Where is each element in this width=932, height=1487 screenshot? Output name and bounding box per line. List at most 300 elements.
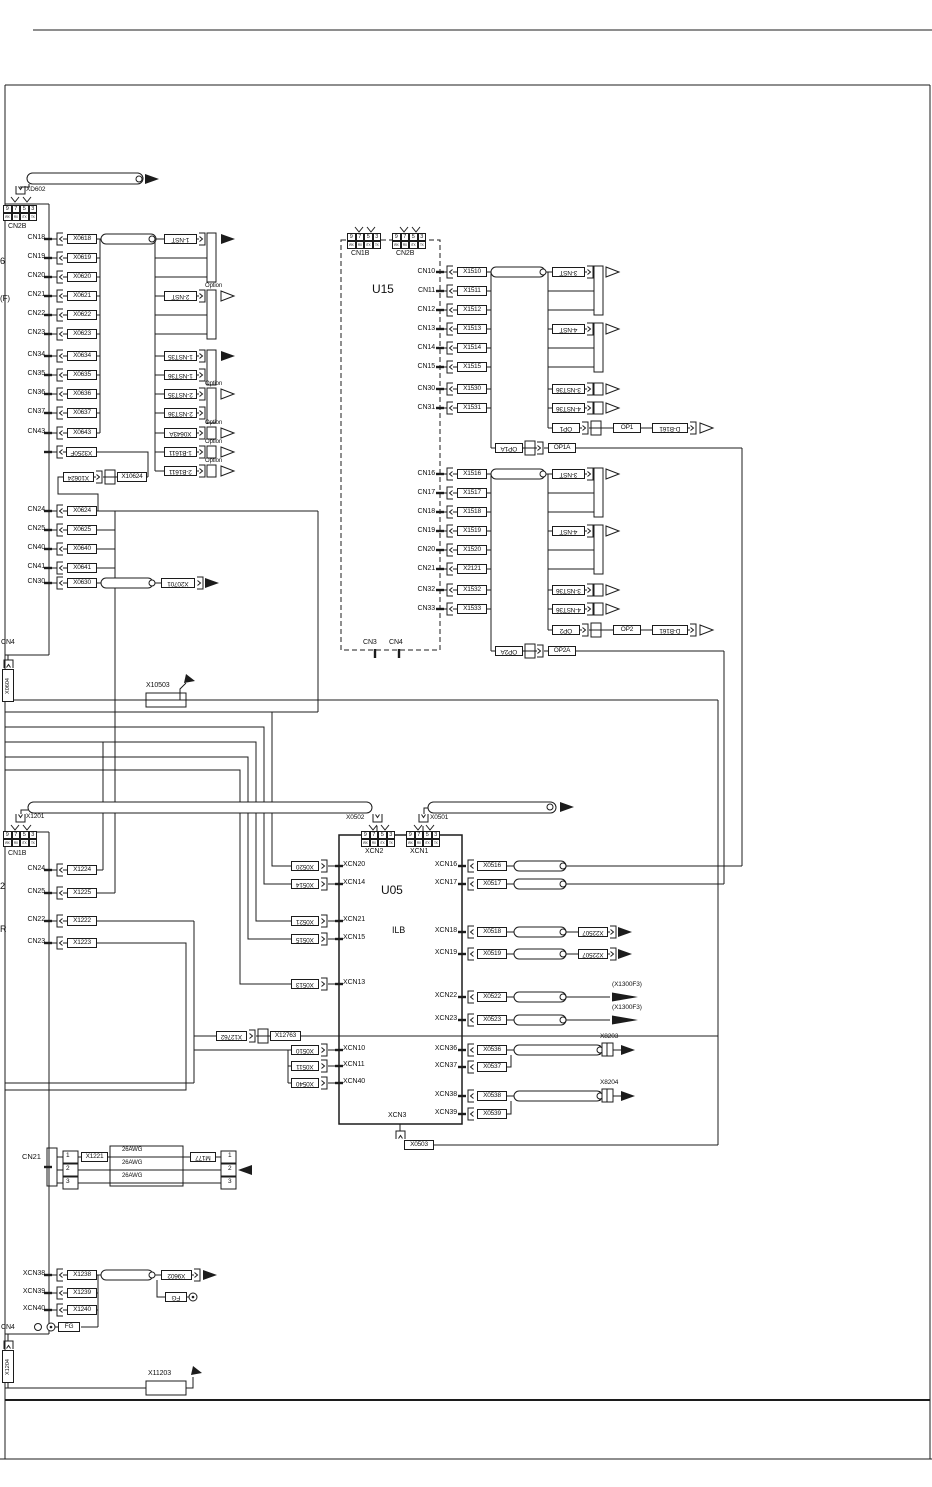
arrow-white-option [221, 428, 234, 438]
connector-box-op2a: OP2A [548, 646, 576, 656]
cable-end-circle [547, 804, 553, 810]
label-xcn22: XCN22 [434, 992, 457, 999]
label-26awg: 26AWG [122, 1147, 143, 1153]
pin-number: 7 [356, 233, 365, 241]
connector-box-3-nst36: 3-NST36 [552, 384, 585, 394]
connector-bracket [587, 603, 593, 615]
vertical-label: X1204 [5, 1358, 11, 1375]
connector-bracket [447, 506, 453, 518]
label-x0502: X0502 [346, 814, 365, 821]
label-cn24: CN24 [27, 506, 45, 513]
connector-box-x22507: X22507 [578, 949, 608, 959]
connector-box-x1520: X1520 [457, 545, 487, 555]
label-cn13: CN13 [417, 325, 435, 332]
pin-signal: /RX [347, 241, 356, 249]
pin-number: 9 [406, 831, 415, 839]
connector-box-x10624: X10624 [117, 472, 147, 482]
pin-signal: RX [12, 213, 21, 221]
connector-box-x0643a: X0643A [164, 428, 197, 438]
vertical-label: X0604 [5, 677, 11, 694]
label--x1300f3-: (X1300F3) [612, 981, 642, 988]
label-cn1b: CN1B [351, 250, 370, 257]
pin-signal: RX [370, 839, 379, 847]
connector-box-x0513: X0513 [291, 979, 319, 989]
pin-number: 3 [418, 233, 427, 241]
connector-bracket [468, 1014, 474, 1026]
connector-bracket [587, 383, 593, 395]
label-cn16: CN16 [417, 470, 435, 477]
connector-box-d-b161: D-B161 [652, 625, 688, 635]
connector-bracket [321, 860, 327, 872]
connector-box-x22507: X22507 [578, 927, 608, 937]
label-xcn39: XCN39 [434, 1109, 457, 1116]
connector-box-x0621: X0621 [67, 291, 97, 301]
group-connector [594, 468, 603, 517]
pin-number: 7 [415, 831, 424, 839]
label-cn12: CN12 [417, 306, 435, 313]
connector-box-x1519: X1519 [457, 526, 487, 536]
connector-bracket [197, 577, 203, 589]
connector-box-fg: FG [165, 1292, 187, 1302]
label-cn18: CN18 [27, 234, 45, 241]
connector-bracket [57, 369, 63, 381]
x11203-box [146, 1381, 186, 1395]
connector-box-op1a: OP1A [548, 443, 576, 453]
connector-bracket [57, 388, 63, 400]
label-cn31: CN31 [417, 404, 435, 411]
cable [514, 949, 566, 959]
pin-number: 5 [20, 831, 29, 839]
label--f-: (F) [0, 294, 10, 303]
label-xcn20: XCN20 [343, 861, 366, 868]
label-xcn14: XCN14 [343, 879, 366, 886]
pin-signal: /TX [20, 839, 29, 847]
pin-number: 9 [3, 831, 12, 839]
connector-box-x0538: X0538 [477, 1091, 507, 1101]
label-xcn40: XCN40 [343, 1078, 366, 1085]
connector-box-x0515: X0515 [291, 934, 319, 944]
label-xcn10: XCN10 [343, 1045, 366, 1052]
connector-bracket [447, 584, 453, 596]
connector-bracket [447, 563, 453, 575]
cable [101, 1270, 153, 1280]
pin-number: 5 [409, 233, 418, 241]
pin-signal: TX [29, 839, 38, 847]
v-mark [23, 197, 31, 202]
connector-bracket [587, 584, 593, 596]
connector-bracket [321, 978, 327, 990]
ground-symbol-dot [50, 1326, 53, 1329]
arrow-white-option [221, 291, 234, 301]
connector-bracket [447, 285, 453, 297]
label-cn10: CN10 [417, 268, 435, 275]
connector-box-x10624: X10624 [63, 472, 94, 482]
v-mark [412, 227, 420, 232]
group-connector [207, 465, 216, 477]
connector-bracket [447, 323, 453, 335]
connector-bracket [57, 864, 63, 876]
connector-bracket [57, 233, 63, 245]
connector-box-3-nst: 3-NST [552, 469, 585, 479]
cable-end-circle [560, 951, 566, 957]
connector-box-x1510: X1510 [457, 267, 487, 277]
connector-box-x1530: X1530 [457, 384, 487, 394]
connector-bracket [321, 878, 327, 890]
cable [514, 992, 566, 1002]
connector-box-3-nst36: 3-NST36 [552, 585, 585, 595]
pin-number: 7 [401, 233, 410, 241]
connector-bracket [57, 915, 63, 927]
connector-box-x1204 [2, 1350, 14, 1383]
label-u05: U05 [381, 883, 403, 897]
arrow-white-option [606, 384, 619, 394]
pin-signal: TX [387, 839, 396, 847]
label-cn21: CN21 [22, 1152, 41, 1161]
group-connector [594, 525, 603, 574]
wire [180, 683, 186, 700]
label-cn4: CN4 [1, 1324, 15, 1331]
connector-box-x0516: X0516 [477, 861, 507, 871]
label-x10503: X10503 [146, 682, 170, 689]
connector-bracket [321, 933, 327, 945]
arrow-black [221, 351, 235, 361]
label-cn32: CN32 [417, 586, 435, 593]
pin-signal: /TX [423, 839, 432, 847]
connector-bracket [199, 388, 205, 400]
label-cn30: CN30 [27, 578, 45, 585]
group-connector [594, 266, 603, 315]
label-xd602: XD602 [26, 186, 46, 193]
label-2: 2 [0, 881, 5, 891]
connector-box-x0619: X0619 [67, 253, 97, 263]
arrow-white-option [700, 423, 713, 433]
connector-box-x1223: X1223 [67, 938, 97, 948]
connector-bracket [16, 814, 25, 822]
connector-bracket [447, 383, 453, 395]
label-option: Option [205, 283, 223, 289]
label-xcn19: XCN19 [434, 949, 457, 956]
label-xcn13: XCN13 [343, 979, 366, 986]
connector-bracket [194, 1269, 200, 1281]
pin-signal: /TX [20, 213, 29, 221]
label-option: Option [205, 458, 223, 464]
pin-signal: RX [401, 241, 410, 249]
pin-number: 7 [12, 831, 21, 839]
wire [507, 1101, 511, 1114]
label-3: 3 [228, 1178, 232, 1185]
connector-bracket [57, 562, 63, 574]
connector-bracket [57, 524, 63, 536]
pin-signal: TX [418, 241, 427, 249]
connector-box-4-nst: 4-NST [552, 526, 585, 536]
connector-box-x0536: X0536 [477, 1045, 507, 1055]
connector-box-x0521: X0521 [291, 916, 319, 926]
connector-bracket [57, 887, 63, 899]
serial-pin-header [392, 233, 426, 249]
connector-box-4-nst: 4-NST [552, 324, 585, 334]
connector-box-x20701: X20701 [161, 578, 195, 588]
connector-box-op2a: OP2A [495, 646, 523, 656]
pin-signal: /TX [409, 241, 418, 249]
label-cn14: CN14 [417, 344, 435, 351]
connector-bracket [537, 645, 543, 657]
label-cn25: CN25 [27, 888, 45, 895]
cable-end-circle [149, 580, 155, 586]
label-cn3: CN3 [363, 639, 377, 646]
arrow-black [621, 1091, 635, 1101]
connector-box-x0634: X0634 [67, 351, 97, 361]
label-cn4: CN4 [389, 639, 403, 646]
connector-bracket [199, 290, 205, 302]
arrow-black [203, 1270, 217, 1280]
connector-bracket [447, 487, 453, 499]
connector-box-x0503: X0503 [404, 1140, 434, 1150]
label-cn23: CN23 [27, 329, 45, 336]
arrow-black [621, 1045, 635, 1055]
label-xcn39: XCN39 [22, 1288, 45, 1295]
cable-end-circle [560, 881, 566, 887]
pin-signal: TX [432, 839, 441, 847]
group-connector [207, 350, 216, 385]
connector-box-x1533: X1533 [457, 604, 487, 614]
connector-bracket [57, 328, 63, 340]
connector-bracket [447, 304, 453, 316]
arrow-black [205, 578, 219, 588]
serial-pin-header [3, 831, 37, 847]
connector-box-x0625: X0625 [67, 525, 97, 535]
pin-number: 9 [361, 831, 370, 839]
label-xcn1: XCN1 [410, 848, 429, 855]
connector-box-d-b161: D-B161 [652, 423, 688, 433]
label-x1201: X1201 [26, 813, 45, 820]
connector-box-x0510: X0510 [291, 1045, 319, 1055]
connector-bracket [57, 309, 63, 321]
label-cn41: CN41 [27, 563, 45, 570]
connector-box-2-nst: 2-NST [164, 291, 197, 301]
v-mark [11, 825, 19, 830]
label-cn37: CN37 [27, 408, 45, 415]
connector-box-4-nst36: 4-NST36 [552, 403, 585, 413]
pin-number: 9 [3, 205, 12, 213]
arrow-black [618, 949, 632, 959]
pin-signal: /RX [406, 839, 415, 847]
wire [186, 1377, 193, 1388]
awg-cable-box [110, 1146, 183, 1186]
connector-box-m177: M177 [190, 1152, 216, 1162]
connector-box-2-nst36: 2-NST36 [164, 408, 197, 418]
connector-bracket [468, 1108, 474, 1120]
connector-box-x3250f: X3250F [66, 447, 97, 457]
arrow-black-long [612, 1016, 638, 1025]
connector-bracket [587, 402, 593, 414]
cable-end-circle [149, 1272, 155, 1278]
label-option: Option [205, 381, 223, 387]
connector-box-x0520: X0520 [291, 861, 319, 871]
label-xcn11: XCN11 [343, 1061, 365, 1068]
label-cn21: CN21 [27, 291, 45, 298]
connector-box-x1224: X1224 [67, 865, 97, 875]
arrow-white-option [606, 604, 619, 614]
label-xcn40: XCN40 [22, 1305, 45, 1312]
arrow-diagonal [191, 1366, 202, 1375]
arrow-white-option [606, 526, 619, 536]
connector-bracket [57, 543, 63, 555]
group-connector [207, 290, 216, 339]
arrow-white-option [606, 585, 619, 595]
connector-bracket [447, 402, 453, 414]
pin-signal: TX [373, 241, 382, 249]
label-cn22: CN22 [27, 916, 45, 923]
pin-number: 3 [373, 233, 382, 241]
arrow-white-option [221, 466, 234, 476]
connector-box-1-b1611: 1-B1611 [164, 447, 197, 457]
connector-box-x1512: X1512 [457, 305, 487, 315]
connector-box-3-nst: 3-NST [552, 267, 585, 277]
label-ilb: ILB [392, 925, 406, 935]
label-cn35: CN35 [27, 370, 45, 377]
connector-box-op1: OP1 [552, 423, 580, 433]
connector-box-op1: OP1 [613, 423, 641, 433]
serial-pin-header [406, 831, 440, 847]
cable [28, 802, 372, 813]
cable [428, 802, 556, 813]
cable-end-circle [136, 176, 142, 182]
connector-bracket [321, 1060, 327, 1072]
connector-box-x0622: X0622 [67, 310, 97, 320]
label-x8204: X8204 [600, 1079, 619, 1086]
group-connector [594, 323, 603, 372]
connector-box-x0523: X0523 [477, 1015, 507, 1025]
label-x8203: X8203 [600, 1033, 619, 1040]
cable [491, 469, 545, 479]
arrow-black [618, 927, 632, 937]
v-mark [414, 825, 422, 830]
connector-bracket [587, 468, 593, 480]
connector-bracket [57, 577, 63, 589]
arrow-white-option [606, 324, 619, 334]
connector-bracket [447, 468, 453, 480]
v-mark [355, 227, 363, 232]
connector-bracket [199, 233, 205, 245]
connector-box-x1221: X1221 [81, 1152, 108, 1162]
pin-signal: RX [12, 839, 21, 847]
connector-box-x0624: X0624 [67, 506, 97, 516]
label-option: Option [205, 420, 223, 426]
cable-end-circle [35, 1324, 42, 1331]
group-connector [207, 233, 216, 282]
label-cn23: CN23 [27, 938, 45, 945]
pin-number: 7 [12, 205, 21, 213]
pin-number: 5 [20, 205, 29, 213]
arrow-white-option [606, 469, 619, 479]
label-cn34: CN34 [27, 351, 45, 358]
label-cn19: CN19 [27, 253, 45, 260]
v-mark [23, 825, 31, 830]
group-connector [207, 388, 216, 423]
cable [491, 267, 545, 277]
label-1: 1 [228, 1152, 232, 1159]
connector-box-4-nst36: 4-NST36 [552, 604, 585, 614]
label-cn25: CN25 [27, 525, 45, 532]
v-mark [367, 227, 375, 232]
connector-bracket [199, 427, 205, 439]
connector-bracket [468, 1061, 474, 1073]
label-xcn23: XCN23 [434, 1015, 457, 1022]
cable [27, 173, 143, 184]
connector-box-x2121: X2121 [457, 564, 487, 574]
wire [507, 1055, 511, 1067]
connector-bracket [57, 252, 63, 264]
pin-number: 3 [29, 205, 38, 213]
connector-box-x1531: X1531 [457, 403, 487, 413]
connector-bracket [57, 1287, 63, 1299]
pin-signal: TX [29, 213, 38, 221]
connector-box-x0640: X0640 [67, 544, 97, 554]
pin-signal: RX [415, 839, 424, 847]
label-cn43: CN43 [27, 428, 45, 435]
cable-end-circle [560, 1017, 566, 1023]
pin-number: 9 [392, 233, 401, 241]
connector-bracket [537, 442, 543, 454]
connector-bracket [468, 926, 474, 938]
connector-box-x0540: X0540 [291, 1078, 319, 1088]
label-cn18: CN18 [417, 508, 435, 515]
connector-box-x0518: X0518 [477, 927, 507, 937]
cable-end-circle [560, 929, 566, 935]
connector-bracket [447, 342, 453, 354]
label-xcn3: XCN3 [388, 1112, 407, 1119]
connector-bracket [321, 1077, 327, 1089]
connector-bracket [57, 407, 63, 419]
arrow-left [238, 1165, 252, 1175]
v-mark [400, 227, 408, 232]
pin-number: 3 [387, 831, 396, 839]
label-cn11: CN11 [418, 287, 435, 294]
connector-bracket [447, 603, 453, 615]
connector-bracket [468, 948, 474, 960]
connector-bracket [321, 1044, 327, 1056]
cable-end-circle [149, 236, 155, 242]
connector-bracket [690, 422, 696, 434]
group-connector [594, 603, 603, 615]
connector-box-x0630: X0630 [67, 578, 97, 588]
connector-bracket [468, 860, 474, 872]
connector-bracket [57, 427, 63, 439]
connector-box-x0522: X0522 [477, 992, 507, 1002]
connector-bracket [582, 624, 588, 636]
cable [101, 578, 153, 588]
connector-bracket [249, 1030, 255, 1042]
connector-bracket [199, 369, 205, 381]
label-option: Option [205, 439, 223, 445]
connector-box-x0604 [2, 669, 14, 702]
connector-box-x1515: X1515 [457, 362, 487, 372]
serial-pin-header [3, 205, 37, 221]
pin-number: 5 [364, 233, 373, 241]
connector-bracket [447, 266, 453, 278]
connector-box-2-nst35: 2-NST35 [164, 389, 197, 399]
label-cn30: CN30 [417, 385, 435, 392]
label-x0501: X0501 [430, 814, 449, 821]
connector-bracket [447, 361, 453, 373]
connector-box-x1532: X1532 [457, 585, 487, 595]
connector-box-x0511: X0511 [291, 1061, 319, 1071]
connector-bracket [57, 1304, 63, 1316]
label-xcn37: XCN37 [434, 1062, 457, 1069]
pin-signal: /TX [364, 241, 373, 249]
label-xcn38: XCN38 [434, 1091, 457, 1098]
connector-box-x0519: X0519 [477, 949, 507, 959]
